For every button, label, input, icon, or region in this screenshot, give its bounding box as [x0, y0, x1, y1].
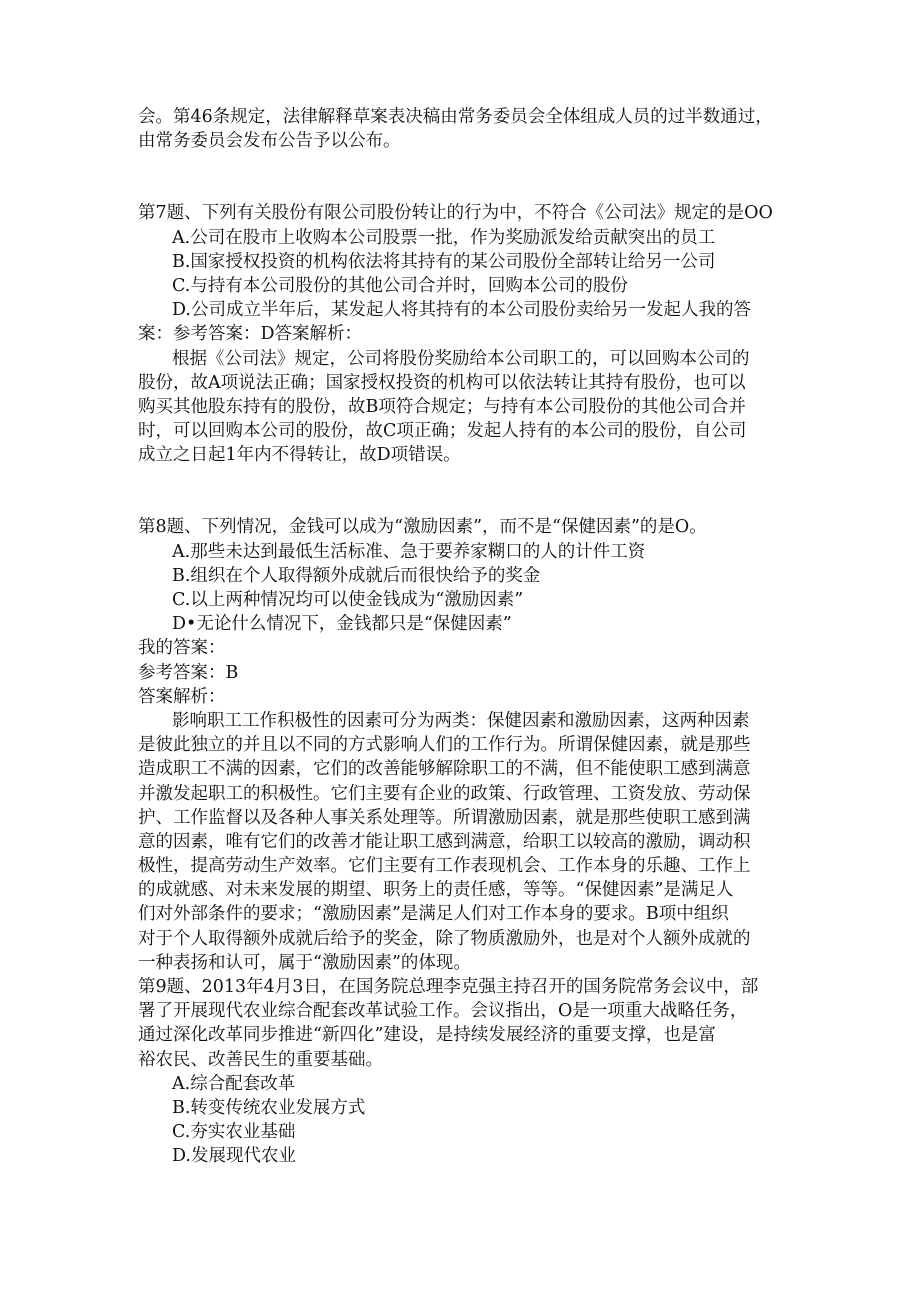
explanation-line: 并激发起职工的积极性。它们主要有企业的政策、行政管理、工资发放、劳动保 [138, 783, 751, 804]
explanation-line: 购买其他股东持有的股份，故B项符合规定；与持有本公司股份的其他公司合并 [138, 396, 746, 417]
intro-line: 由常务委员会发布公告予以公布。 [138, 131, 401, 152]
intro-line: 会。第46条规定，法律解释草案表决稿由常务委员会全体组成人员的过半数通过， [138, 107, 773, 127]
question-text: 第9题、2013年4月3日，在国务院总理李克强主持召开的国务院常务会议中，部 [138, 977, 759, 997]
option-a: A.公司在股市上收购本公司股票一批，作为奖励派发给贡献突出的员工 [172, 227, 716, 248]
explanation-line: 影响职工工作积极性的因素可分为两类：保健因素和激励因素，这两种因素 [172, 710, 750, 731]
reference-answer: 参考答案：B [138, 662, 239, 683]
analysis-label: 答案解析： [138, 686, 226, 707]
question-text: 第7题、下列有关股份有限公司股份转让的行为中，不符合《公司法》规定的是OO [138, 203, 773, 224]
option-a: A.综合配套改革 [172, 1073, 296, 1094]
option-b: B.转变传统农业发展方式 [172, 1097, 366, 1118]
option-b: B.国家授权投资的机构依法将其持有的某公司股份全部转让给另一公司 [172, 251, 716, 272]
question-text: 裕农民、改善民生的重要基础。 [138, 1049, 383, 1070]
intro-paragraph [138, 105, 788, 153]
option-d: D.发展现代农业 [172, 1146, 296, 1167]
question-text: 第8题、下列情况，金钱可以成为“激励因素”，而不是“保健因素”的是O。 [138, 517, 707, 538]
option-c: C.与持有本公司股份的其他公司合并时，回购本公司的股份 [172, 275, 628, 296]
explanation-line: 极性，提高劳动生产效率。它们主要有工作表现机会、工作本身的乐趣、工作上 [138, 856, 751, 877]
explanation-line: 的成就感、对未来发展的期望、职务上的责任感，等等。“保健因素”是满足人 [138, 880, 734, 901]
option-c: C.夯实农业基础 [172, 1122, 296, 1143]
answer-line: 案：参考答案：D答案解析： [138, 324, 363, 345]
question-text: 通过深化改革同步推进“新四化”建设，是持续发展经济的重要支撑，也是富 [138, 1025, 716, 1046]
spacer [138, 153, 788, 201]
explanation-line: 根据《公司法》规定，公司将股份奖励给本公司职工的，可以回购本公司的 [172, 348, 750, 369]
explanation-line: 时，可以回购本公司的股份，故C项正确；发起人持有的本公司的股份，自公司 [138, 421, 747, 442]
explanation-line: 是彼此独立的并且以不同的方式影响人们的工作行为。所谓保健因素，就是那些 [138, 735, 751, 756]
explanation-line: 一种表扬和认可，属于“激励因素”的体现。 [138, 952, 471, 973]
my-answer: 我的答案： [138, 638, 226, 659]
option-a: A.那些未达到最低生活标准、急于要养家糊口的人的计件工资 [172, 541, 646, 562]
explanation-line: 意的因素，唯有它们的改善才能让职工感到满意，给职工以较高的激励，调动积 [138, 831, 751, 852]
option-c: C.以上两种情况均可以使金钱成为“激励因素” [172, 590, 524, 610]
question-text: 署了开展现代农业综合配套改革试验工作。会议指出，O是一项重大战略任务， [138, 1001, 748, 1022]
spacer [138, 467, 788, 515]
question-8 [138, 515, 788, 975]
explanation-line: 造成职工不满的因素，它们的改善能够解除职工的不满，但不能使职工感到满意 [138, 759, 751, 780]
document-page [138, 105, 788, 1169]
option-d: D.公司成立半年后，某发起人将其持有的本公司股份卖给另一发起人我的答 [172, 300, 751, 321]
option-b: B.组织在个人取得额外成就后而很快给予的奖金 [172, 565, 541, 586]
explanation-line: 护、工作监督以及各种人事关系处理等。所谓激励因素，就是那些使职工感到满 [138, 807, 751, 828]
explanation-line: 们对外部条件的要求；“激励因素”是满足人们对工作本身的要求。B项中组织 [138, 904, 729, 925]
explanation-line: 股份，故A项说法正确；国家授权投资的机构可以依法转让其持有股份，也可以 [138, 372, 746, 393]
question-7 [138, 201, 788, 467]
question-9 [138, 975, 788, 1169]
explanation-line: 成立之日起1年内不得转让，故D项错误。 [138, 445, 461, 466]
option-d: D•无论什么情况下，金钱都只是“保健因素” [172, 614, 512, 635]
explanation-line: 对于个人取得额外成就后给予的奖金，除了物质激励外，也是对个人额外成就的 [138, 928, 751, 949]
